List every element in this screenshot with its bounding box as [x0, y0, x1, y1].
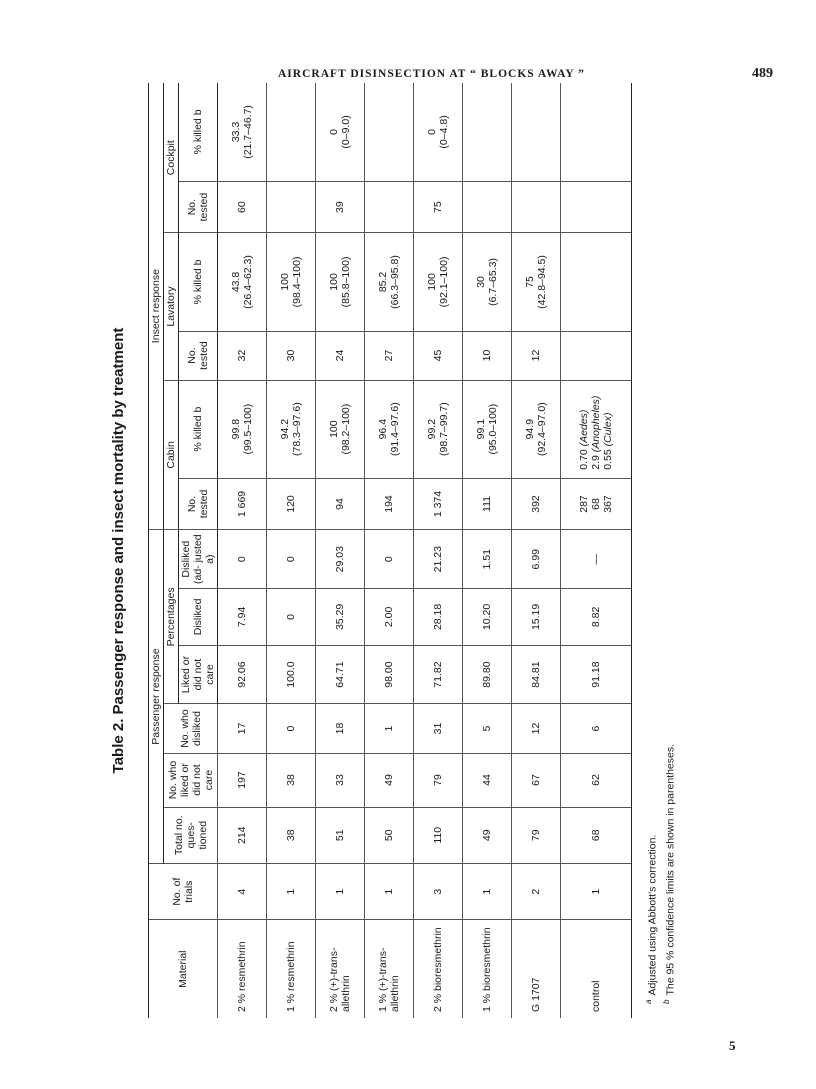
cell-lavatory-pct-killed	[512, 233, 561, 331]
rotated-table-block	[108, 83, 718, 1018]
header-pct-disliked: Disliked	[179, 589, 218, 645]
cell-cockpit-no-tested	[365, 181, 414, 233]
killed-value: 100	[328, 420, 341, 438]
control-killed-aedes	[578, 383, 590, 470]
cell-total-questioned: 214	[218, 807, 267, 863]
confidence-limits: (98.2–100)	[340, 403, 353, 455]
header-no-liked: No. who liked or did not care	[164, 753, 218, 807]
cell-lavatory-no-tested: 27	[365, 331, 414, 380]
cell-no-disliked: 18	[316, 704, 365, 753]
cell-cabin-no-tested: 194	[365, 478, 414, 530]
header-insect-response: Insect response	[149, 83, 164, 530]
cell-cockpit-no-tested: 39	[316, 181, 365, 233]
cell-lavatory-no-tested: 12	[512, 331, 561, 380]
header-no-of-trials: No. of trials	[149, 863, 218, 919]
cell-cockpit-no-tested	[561, 181, 632, 233]
header-pct-liked: Liked or did not care	[179, 645, 218, 704]
cell-pct-liked: 98.00	[365, 645, 414, 704]
table-row	[267, 83, 316, 1018]
cell-cabin-no-tested	[561, 478, 632, 530]
confidence-limits: (99.5–100)	[242, 403, 255, 455]
cell-pct-liked: 71.82	[414, 645, 463, 704]
cell-lavatory-pct-killed	[561, 233, 632, 331]
killed-value: 0	[328, 129, 341, 135]
cell-pct-disliked: 0	[267, 589, 316, 645]
killed-value: 85.2	[377, 271, 390, 293]
cell-cabin-no-tested: 392	[512, 478, 561, 530]
cell-lavatory-no-tested: 32	[218, 331, 267, 380]
cell-lavatory-no-tested: 45	[414, 331, 463, 380]
cell-cabin-pct-killed	[463, 380, 512, 478]
cell-cockpit-no-tested	[463, 181, 512, 233]
table-row	[463, 83, 512, 1018]
killed-value: 99.1	[475, 418, 488, 440]
cell-cockpit-no-tested: 60	[218, 181, 267, 233]
killed-value: 99.8	[230, 418, 243, 440]
header-cabin-pct-killed: % killed b	[179, 380, 218, 478]
cell-cockpit-no-tested: 75	[414, 181, 463, 233]
footer-number: 5	[729, 1038, 736, 1053]
cell-trials: 3	[414, 863, 463, 919]
control-tested-aedes: 287	[578, 495, 590, 513]
cell-no-liked: 38	[267, 753, 316, 807]
confidence-limits: (66.3–95.8)	[389, 255, 402, 309]
control-tested-anopheles: 68	[590, 498, 603, 510]
footnote-mark: b	[661, 999, 671, 1004]
header-pct-disliked-adjusted: Disliked (ad- justed a)	[179, 530, 218, 589]
cell-total-questioned: 68	[561, 807, 632, 863]
cell-trials: 1	[365, 863, 414, 919]
cell-cockpit-pct-killed	[218, 83, 267, 181]
cell-cockpit-pct-killed	[316, 83, 365, 181]
cell-no-disliked: 31	[414, 704, 463, 753]
cell-cabin-pct-killed	[267, 380, 316, 478]
running-head: AIRCRAFT DISINSECTION AT “ BLOCKS AWAY ”	[278, 68, 585, 80]
cell-pct-adjusted: —	[561, 530, 632, 589]
cell-no-disliked: 17	[218, 704, 267, 753]
confidence-limits: (98.4–100)	[291, 256, 304, 308]
footnote-b	[660, 744, 678, 1004]
cell-no-disliked: 1	[365, 704, 414, 753]
cell-no-disliked: 12	[512, 704, 561, 753]
cell-pct-disliked: 15.19	[512, 589, 561, 645]
cell-total-questioned: 50	[365, 807, 414, 863]
cell-no-liked: 33	[316, 753, 365, 807]
cell-cockpit-pct-killed	[463, 83, 512, 181]
cell-lavatory-no-tested: 10	[463, 331, 512, 380]
cell-cabin-pct-killed	[316, 380, 365, 478]
confidence-limits: (98.7–99.7)	[438, 402, 451, 457]
cell-trials: 1	[463, 863, 512, 919]
species-name: (Anopheles)	[590, 395, 603, 453]
cell-pct-liked: 84.81	[512, 645, 561, 704]
cell-pct-adjusted: 29.03	[316, 530, 365, 589]
header-passenger-response: Passenger response	[149, 530, 164, 864]
cell-no-liked: 67	[512, 753, 561, 807]
cell-pct-disliked: 2.00	[365, 589, 414, 645]
cell-cockpit-pct-killed	[414, 83, 463, 181]
confidence-limits: (21.7–46.7)	[242, 105, 255, 159]
table-row	[316, 83, 365, 1018]
table-row	[365, 83, 414, 1018]
killed-value: 94.9	[524, 418, 537, 440]
cell-material: 2 % bioresmethrin	[414, 920, 463, 1018]
cell-total-questioned: 38	[267, 807, 316, 863]
cell-cockpit-pct-killed	[512, 83, 561, 181]
cell-pct-adjusted: 6.99	[512, 530, 561, 589]
header-cabin-no-tested: No. tested	[179, 478, 218, 530]
control-killed-anopheles	[590, 383, 602, 470]
killed-value: 0	[426, 129, 439, 135]
cell-pct-liked: 89.80	[463, 645, 512, 704]
table-row	[512, 83, 561, 1018]
header-lavatory-no-tested: No. tested	[179, 331, 218, 380]
cell-lavatory-pct-killed	[218, 233, 267, 331]
killed-value: 100	[328, 273, 341, 291]
confidence-limits: (0–4.8)	[438, 115, 451, 149]
cell-pct-disliked: 10.20	[463, 589, 512, 645]
cell-lavatory-no-tested: 30	[267, 331, 316, 380]
cell-cabin-no-tested: 111	[463, 478, 512, 530]
header-material: Material	[149, 920, 218, 1018]
killed-value: 75	[524, 276, 537, 288]
killed-value: 2.9	[590, 455, 603, 470]
cell-trials: 2	[512, 863, 561, 919]
control-killed-culex	[602, 383, 614, 470]
cell-trials: 1	[267, 863, 316, 919]
confidence-limits: (0–9.0)	[340, 115, 353, 149]
cell-cockpit-no-tested	[512, 181, 561, 233]
killed-value: 33.3	[230, 121, 243, 143]
cell-total-questioned: 49	[463, 807, 512, 863]
header-cockpit: Cockpit	[164, 83, 179, 233]
cell-pct-disliked: 8.82	[561, 589, 632, 645]
killed-value: 30	[475, 276, 488, 288]
cell-lavatory-pct-killed	[267, 233, 316, 331]
confidence-limits: (26.4–62.3)	[242, 255, 255, 309]
cell-cockpit-pct-killed	[365, 83, 414, 181]
cell-cabin-no-tested: 94	[316, 478, 365, 530]
header-no-disliked: No. who disliked	[164, 704, 218, 753]
species-name: (Culex)	[602, 412, 615, 447]
confidence-limits: (91.4–97.6)	[389, 402, 402, 457]
cell-material: 1 % resmethrin	[267, 920, 316, 1018]
footnote-a	[642, 744, 660, 1004]
table-footnotes	[642, 744, 677, 1004]
cell-cockpit-pct-killed	[561, 83, 632, 181]
header-cockpit-no-tested: No. tested	[179, 181, 218, 233]
confidence-limits: (92.1–100)	[438, 256, 451, 308]
footnote-mark: a	[644, 999, 653, 1004]
table-row-control	[561, 83, 632, 1018]
cell-material: 2 % (+)-trans-allethrin	[316, 920, 365, 1018]
confidence-limits: (78.3–97.6)	[291, 402, 304, 457]
killed-value: 43.8	[230, 271, 243, 293]
cell-lavatory-no-tested: 24	[316, 331, 365, 380]
footnote-text: Adjusted using Abbott’s correction.	[646, 834, 659, 996]
cell-cabin-pct-killed	[365, 380, 414, 478]
header-cabin: Cabin	[164, 380, 179, 530]
cell-total-questioned: 110	[414, 807, 463, 863]
cell-pct-adjusted: 1.51	[463, 530, 512, 589]
cell-no-liked: 197	[218, 753, 267, 807]
table-title: Table 2. Passenger response and insect mortality by treatment	[110, 327, 127, 774]
cell-pct-liked: 92.06	[218, 645, 267, 704]
cell-pct-adjusted: 0	[218, 530, 267, 589]
cell-cockpit-pct-killed	[267, 83, 316, 181]
cell-cabin-no-tested: 1 374	[414, 478, 463, 530]
cell-lavatory-pct-killed	[316, 233, 365, 331]
cell-material: control	[561, 920, 632, 1018]
cell-total-questioned: 51	[316, 807, 365, 863]
cell-no-disliked: 0	[267, 704, 316, 753]
cell-cabin-pct-killed	[414, 380, 463, 478]
killed-value: 99.2	[426, 418, 439, 440]
cell-pct-adjusted: 0	[267, 530, 316, 589]
page-number: 489	[752, 66, 773, 81]
header-lavatory: Lavatory	[164, 233, 179, 380]
cell-trials: 1	[316, 863, 365, 919]
species-name: (Aedes)	[578, 409, 590, 447]
confidence-limits: (95.0–100)	[487, 403, 500, 455]
cell-material: 1 % bioresmethrin	[463, 920, 512, 1018]
cell-pct-liked: 100.0	[267, 645, 316, 704]
killed-value: 96.4	[377, 418, 390, 440]
header-total-questioned: Total no. ques- tioned	[164, 807, 218, 863]
cell-no-disliked: 5	[463, 704, 512, 753]
cell-cabin-pct-killed	[512, 380, 561, 478]
cell-lavatory-pct-killed	[463, 233, 512, 331]
cell-pct-liked: 91.18	[561, 645, 632, 704]
killed-value: 100	[426, 273, 439, 291]
cell-cabin-pct-killed	[218, 380, 267, 478]
cell-cabin-no-tested: 120	[267, 478, 316, 530]
cell-no-disliked: 6	[561, 704, 632, 753]
cell-cockpit-no-tested	[267, 181, 316, 233]
footnote-text: The 95 % confidence limits are shown in parentheses.	[664, 743, 676, 996]
confidence-limits: (92.4–97.0)	[536, 402, 549, 457]
cell-pct-disliked: 35.29	[316, 589, 365, 645]
killed-value: 0.70	[578, 449, 590, 470]
cell-material: 1 % (+)-trans-allethrin	[365, 920, 414, 1018]
killed-value: 0.55	[602, 449, 615, 470]
cell-pct-adjusted: 21.23	[414, 530, 463, 589]
cell-cabin-pct-killed	[561, 380, 632, 478]
cell-lavatory-pct-killed	[365, 233, 414, 331]
cell-no-liked: 79	[414, 753, 463, 807]
table-row	[218, 83, 267, 1018]
header-lavatory-pct-killed: % killed b	[179, 233, 218, 331]
cell-total-questioned: 79	[512, 807, 561, 863]
cell-material: 2 % resmethrin	[218, 920, 267, 1018]
cell-trials: 4	[218, 863, 267, 919]
cell-pct-disliked: 28.18	[414, 589, 463, 645]
cell-trials: 1	[561, 863, 632, 919]
cell-pct-disliked: 7.94	[218, 589, 267, 645]
table-body	[218, 83, 632, 1018]
cell-lavatory-pct-killed	[414, 233, 463, 331]
header-cockpit-pct-killed: % killed b	[179, 83, 218, 181]
cell-no-liked: 49	[365, 753, 414, 807]
control-tested-culex: 367	[602, 495, 615, 513]
killed-value: 94.2	[279, 418, 292, 440]
killed-value: 100	[279, 273, 292, 291]
cell-no-liked: 44	[463, 753, 512, 807]
cell-no-liked: 62	[561, 753, 632, 807]
cell-pct-adjusted: 0	[365, 530, 414, 589]
confidence-limits: (42.8–94.5)	[536, 255, 549, 309]
header-percentages: Percentages	[164, 530, 179, 704]
cell-pct-liked: 64.71	[316, 645, 365, 704]
cell-lavatory-no-tested	[561, 331, 632, 380]
confidence-limits: (6.7–65.3)	[487, 258, 500, 306]
results-table	[148, 83, 632, 1018]
confidence-limits: (85.8–100)	[340, 256, 353, 308]
cell-material: G 1707	[512, 920, 561, 1018]
table-row	[414, 83, 463, 1018]
cell-cabin-no-tested: 1 669	[218, 478, 267, 530]
